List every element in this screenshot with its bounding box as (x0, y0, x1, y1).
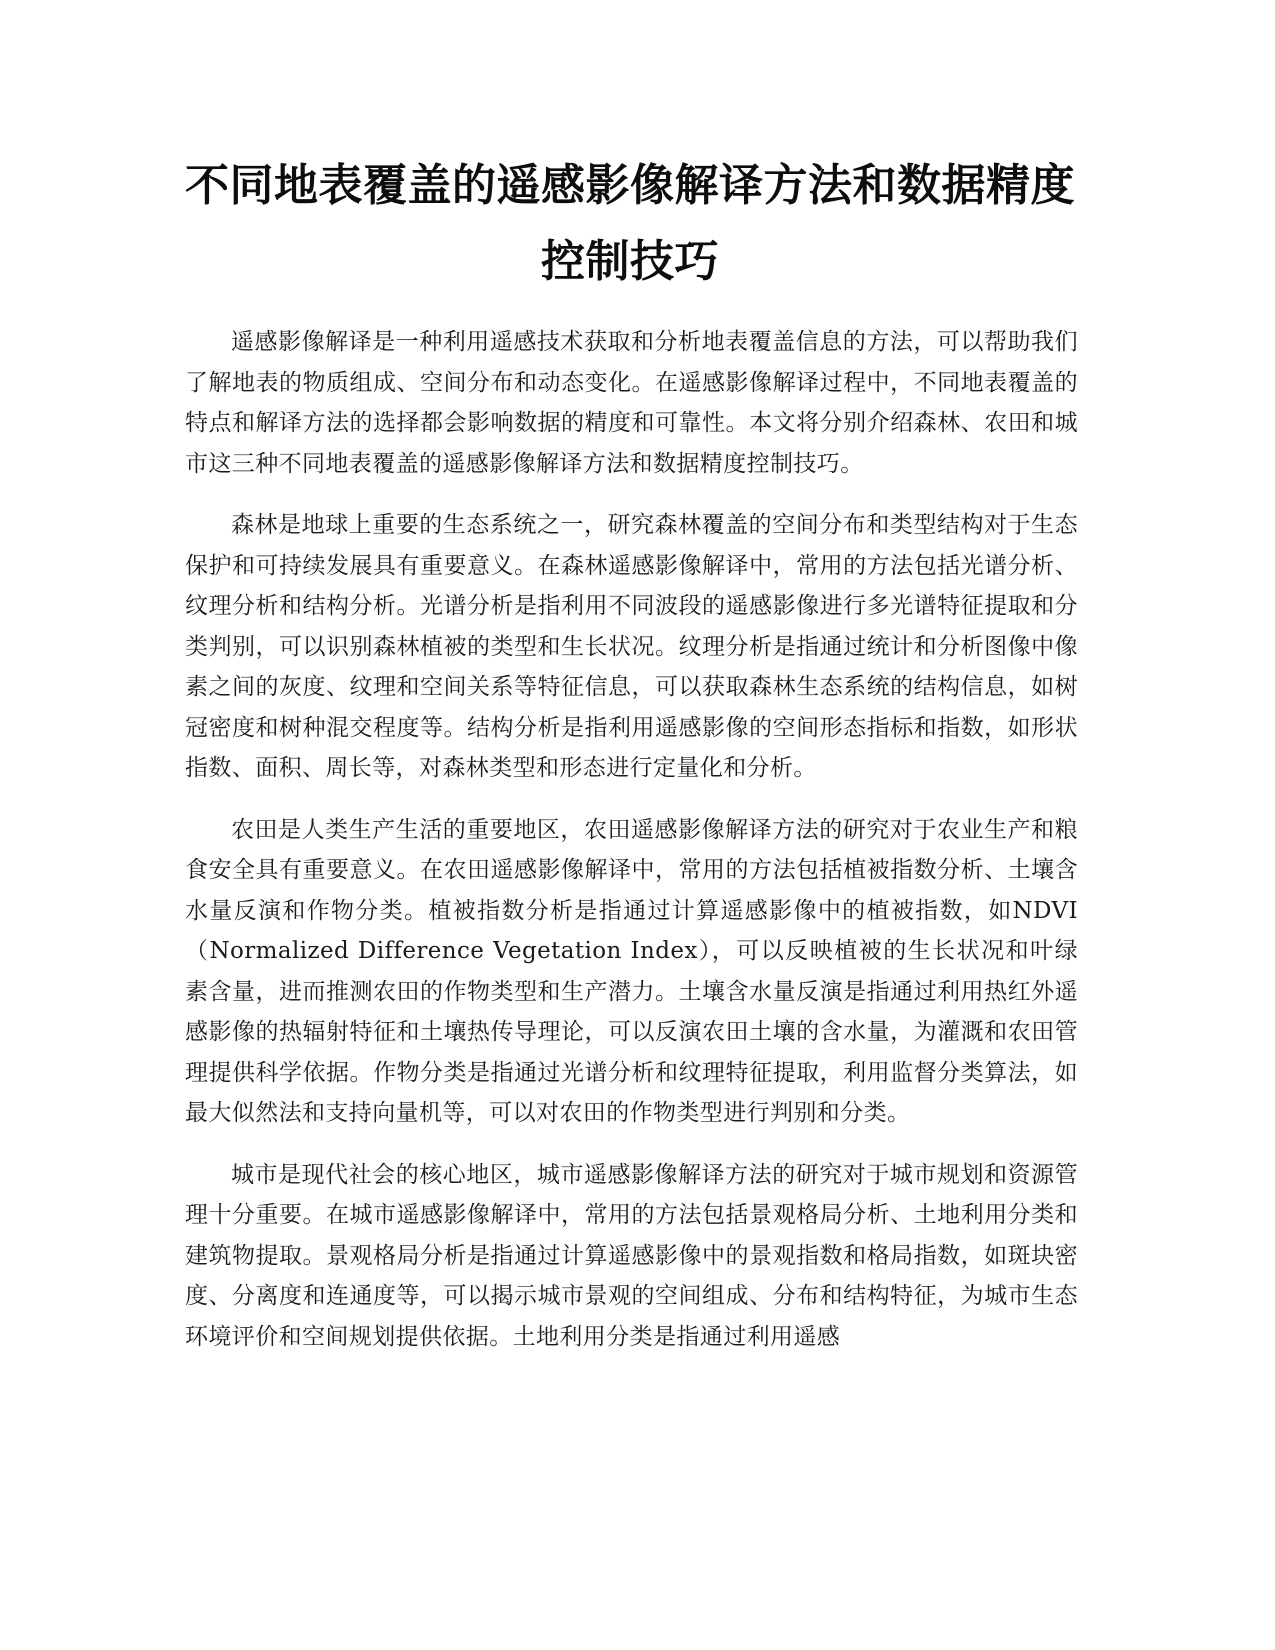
paragraph-city: 城市是现代社会的核心地区，城市遥感影像解译方法的研究对于城市规划和资源管理十分重要。在城市遥感影像解译中，常用的方法包括景观格局分析、土地利用分类和建筑物提取。景观格局分析是指通过计算遥感影像中的景观指数和格局指数，如斑块密度、分离度和连通度等，可以揭示城市景观的空间组成、分布和结构特征，为城市生态环境评价和空间规划提供依据。土地利用分类是指通过利用遥感 (185, 1161, 1078, 1350)
document-body (185, 322, 1078, 1378)
paragraph-farmland: 农田是人类生产生活的重要地区，农田遥感影像解译方法的研究对于农业生产和粮食安全具有重要意义。在农田遥感影像解译中，常用的方法包括植被指数分析、土壤含水量反演和作物分类。植被指数分析是指通过计算遥感影像中的植被指数，如NDVI（Normalized Difference Vegetation Index），可以反映植被的生长状况和叶绿素含量，进而推测农田的作物类型和生产潜力。土壤含水量反演是指通过利用热红外遥感影像的热辐射特征和土壤热传导理论，可以反演农田土壤的含水量，为灌溉和农田管理提供科学依据。作物分类是指通过光谱分析和纹理特征提取，利用监督分类算法，如最大似然法和支持向量机等，可以对农田的作物类型进行判别和分类。 (185, 816, 1078, 1126)
paragraph-intro: 遥感影像解译是一种利用遥感技术获取和分析地表覆盖信息的方法，可以帮助我们了解地表的物质组成、空间分布和动态变化。在遥感影像解译过程中，不同地表覆盖的特点和解译方法的选择都会影响数据的精度和可靠性。本文将分别介绍森林、农田和城市这三种不同地表覆盖的遥感影像解译方法和数据精度控制技巧。 (185, 329, 1078, 477)
paragraph-forest: 森林是地球上重要的生态系统之一，研究森林覆盖的空间分布和类型结构对于生态保护和可持续发展具有重要意义。在森林遥感影像解译中，常用的方法包括光谱分析、纹理分析和结构分析。光谱分析是指利用不同波段的遥感影像进行多光谱特征提取和分类判别，可以识别森林植被的类型和生长状况。纹理分析是指通过统计和分析图像中像素之间的灰度、纹理和空间关系等特征信息，可以获取森林生态系统的结构信息，如树冠密度和树种混交程度等。结构分析是指利用遥感影像的空间形态指标和指数，如形状指数、面积、周长等，对森林类型和形态进行定量化和分析。 (185, 512, 1078, 781)
document-title: 不同地表覆盖的遥感影像解译方法和数据精度控制技巧 (185, 160, 1075, 287)
